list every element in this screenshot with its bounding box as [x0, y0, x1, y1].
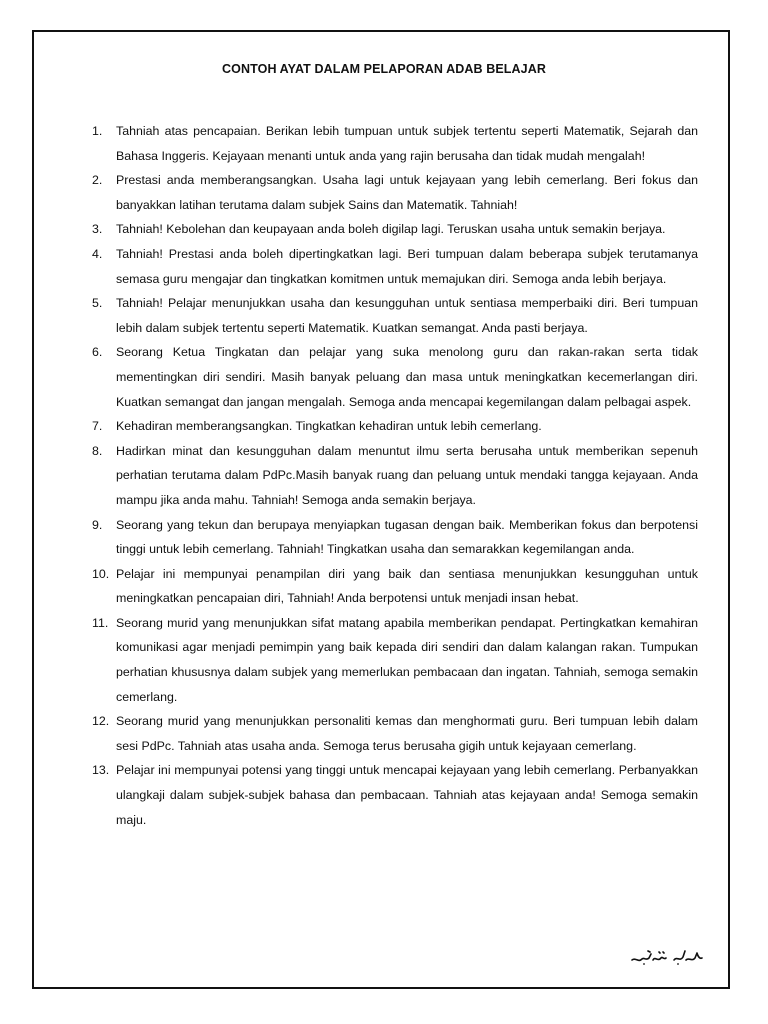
list-item [86, 340, 698, 414]
item-text: Tahniah! Prestasi anda boleh dipertingkatkan lagi. Beri tumpuan dalam beberapa subjek terutamanya semasa guru mengajar dan tingkatkan komitmen untuk memajukan diri. Semoga anda lebih berjaya. [116, 246, 698, 286]
list-item [86, 168, 698, 217]
item-text: Seorang murid yang menunjukkan personaliti kemas dan menghormati guru. Beri tumpuan lebih dalam sesi PdPc. Tahniah atas usaha anda. Semoga terus berusaha gigih untuk kejayaan cemerlang. [116, 714, 698, 753]
item-number: 10. [92, 566, 110, 581]
item-text: Seorang Ketua Tingkatan dan pelajar yang suka menolong guru dan rakan-rakan serta tidak mementingkan diri sendiri. Masih banyak peluang dan masa untuk meningkatkan kecemerlangan diri. Kuatkan semangat dan jangan mengalah. Semoga anda mencapai kegemilangan dalam pelbagai aspek. [116, 345, 698, 409]
item-text: Pelajar ini mempunyai penampilan diri yang baik dan sentiasa menunjukkan kesungguhan untuk meningkatkan pencapaian diri, Tahniah! Anda berpotensi untuk menjadi insan hebat. [116, 566, 698, 606]
item-number: 1. [92, 124, 103, 138]
item-number: 3. [92, 222, 103, 237]
list-item [86, 611, 698, 709]
item-number: 11. [92, 615, 109, 630]
signature-mark [628, 945, 704, 967]
item-number: 12. [92, 714, 110, 729]
item-text: Tahniah! Pelajar menunjukkan usaha dan kesungguhan untuk sentiasa memperbaiki diri. Beri tumpuan lebih dalam subjek tertentu seperti Matematik. Kuatkan semangat. Anda pasti berjaya. [116, 296, 698, 335]
list-item [86, 562, 698, 611]
item-text: Tahniah atas pencapaian. Berikan lebih tumpuan untuk subjek tertentu seperti Matematik, Sejarah dan Bahasa Inggeris. Kejayaan menanti untuk anda yang rajin berusaha dan tidak mudah mengalah! [116, 124, 698, 163]
item-number: 9. [92, 517, 103, 532]
list-item [86, 709, 698, 758]
item-text: Pelajar ini mempunyai potensi yang tinggi untuk mencapai kejayaan yang lebih cemerlang. Perbanyakkan ulangkaji dalam subjek-subjek bahasa dan pembacaan. Tahniah atas kejayaan anda! Semoga semakin maju. [116, 763, 698, 827]
item-text: Tahniah! Kebolehan dan keupayaan anda boleh digilap lagi. Teruskan usaha untuk semakin berjaya. [116, 222, 666, 237]
item-text: Hadirkan minat dan kesungguhan dalam menuntut ilmu serta berusaha untuk memberikan sepenuh perhatian terutama dalam PdPc.Masih banyak ruang dan peluang untuk mendaki tangga kejayaan. Anda mampu jika anda mahu. Tahniah! Semoga anda semakin berjaya. [116, 443, 698, 507]
list-item [86, 414, 698, 439]
item-number: 7. [92, 419, 103, 434]
list-item [86, 291, 698, 340]
item-number: 5. [92, 296, 103, 311]
item-text: Kehadiran memberangsangkan. Tingkatkan kehadiran untuk lebih cemerlang. [116, 419, 542, 434]
list-item [86, 439, 698, 513]
item-number: 2. [92, 173, 103, 188]
item-number: 4. [92, 246, 103, 261]
item-number: 8. [92, 443, 103, 458]
comment-list [86, 119, 698, 832]
item-text: Seorang murid yang menunjukkan sifat matang apabila memberikan pendapat. Pertingkatkan kemahiran komunikasi agar menjadi pemimpin yang baik kepada diri sendiri dan dalam kalangan rakan. Tumpukan perhatian khususnya dalam subjek yang memerlukan pembacaan dan ingatan. Tahniah, semoga semakin cemerlang. [116, 615, 698, 704]
item-text: Prestasi anda memberangsangkan. Usaha lagi untuk kejayaan yang lebih cemerlang. Beri fokus dan banyakkan latihan terutama dalam subjek Sains dan Matematik. Tahniah! [116, 173, 698, 212]
list-item [86, 217, 698, 242]
list-item [86, 758, 698, 832]
list-item [86, 242, 698, 291]
list-item [86, 119, 698, 168]
item-number: 13. [92, 763, 110, 778]
document-title: CONTOH AYAT DALAM PELAPORAN ADAB BELAJAR [222, 62, 546, 76]
item-number: 6. [92, 345, 103, 360]
list-item [86, 513, 698, 562]
item-text: Seorang yang tekun dan berupaya menyiapkan tugasan dengan baik. Memberikan fokus dan berpotensi tinggi untuk lebih cemerlang. Tahniah! Tingkatkan usaha dan semarakkan kegemilangan anda. [116, 517, 698, 557]
